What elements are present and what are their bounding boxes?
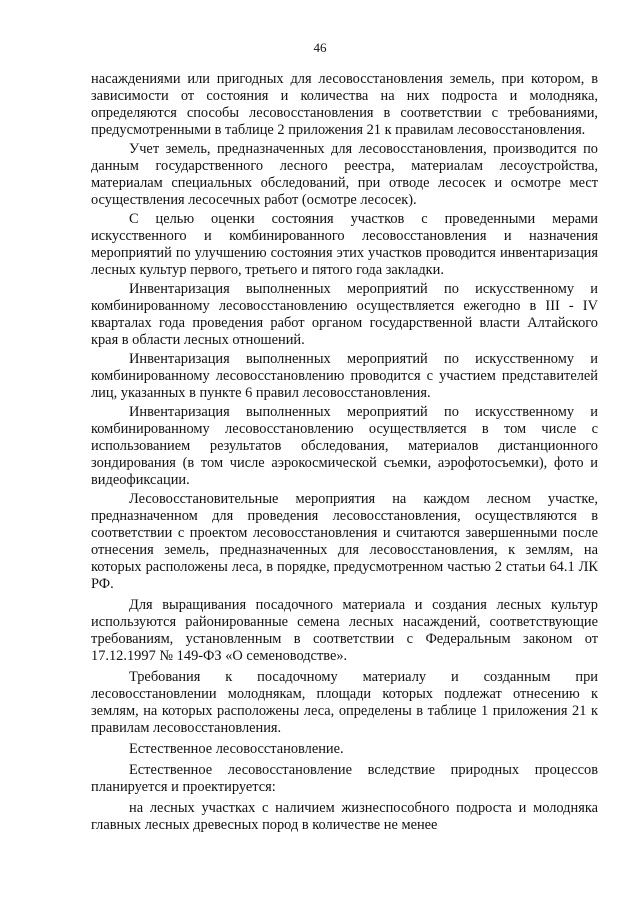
paragraph-inventory-purpose: С целью оценки состояния участков с проведенными мерами искусственного и комбинированного лесовосстановления и назначения мероприятий по улучшению состояния этих участков проводится инвентаризация лесных культур первого, третьего и пятого года закладки. xyxy=(91,211,598,278)
paragraph-inventory-methods: Инвентаризация выполненных мероприятий по искусственному и комбинированному лесовосстановлению осуществляется в том числе с использованием результатов обследования, материалов дистанционного зондирования (в том числе аэрокосмической съемки, аэрофотосъемки), фото и видеофиксации. xyxy=(91,404,598,488)
document-body xyxy=(91,71,598,834)
paragraph-land-accounting: Учет земель, предназначенных для лесовосстановления, производится по данным государственного лесного реестра, материалам лесоустройства, материалам специальных обследований, при отводе лесосек и осмотре мест осуществления лесосечных работ (осмотре лесосек). xyxy=(91,141,598,208)
paragraph-continuation: насаждениями или пригодных для лесовосстановления земель, при котором, в зависимости от состояния и количества на них подроста и молодняка, определяются способы лесовосстановления в соответствии с требованиями, предусмотренными в таблице 2 приложения 21 к правилам лесовосстановления. xyxy=(91,71,598,138)
paragraph-reforestation-measures: Лесовосстановительные мероприятия на каждом лесном участке, предназначенном для проведения лесовосстановления, осуществляются в соответствии с проектом лесовосстановления и считаются завершенными после отнесения земель, предназначенных для лесовосстановления, к землям, на которых расположены леса, в порядке, предусмотренном частью 2 статьи 64.1 ЛК РФ. xyxy=(91,491,598,592)
paragraph-natural-conditions: на лесных участках с наличием жизнеспособного подроста и молодняка главных лесных древесных пород в количестве не менее xyxy=(91,800,598,833)
paragraph-requirements: Требования к посадочному материалу и созданным при лесовосстановлении молоднякам, площади которых подлежат отнесению к землям, на которых расположены леса, определены в таблице 1 приложения 21 к правилам лесовосстановления. xyxy=(91,669,598,736)
paragraph-natural-planning: Естественное лесовосстановление вследствие природных процессов планируется и проектируется: xyxy=(91,762,598,795)
page-number: 46 xyxy=(313,40,327,55)
paragraph-natural-heading: Естественное лесовосстановление. xyxy=(129,741,344,757)
paragraph-planting-material: Для выращивания посадочного материала и создания лесных культур используются районированные семена лесных насаждений, соответствующие требованиям, установленным в соответствии с Федеральным законом от 17.12.1997 № 149-ФЗ «О семеноводстве». xyxy=(91,597,598,664)
paragraph-inventory-schedule: Инвентаризация выполненных мероприятий по искусственному и комбинированному лесовосстановлению осуществляется ежегодно в III - IV кварталах года проведения работ органом государственной власти Алтайского края в области лесных отношений. xyxy=(91,281,598,348)
paragraph-inventory-participants: Инвентаризация выполненных мероприятий по искусственному и комбинированному лесовосстановлению проводится с участием представителей лиц, указанных в пункте 6 правил лесовосстановления. xyxy=(91,351,598,401)
